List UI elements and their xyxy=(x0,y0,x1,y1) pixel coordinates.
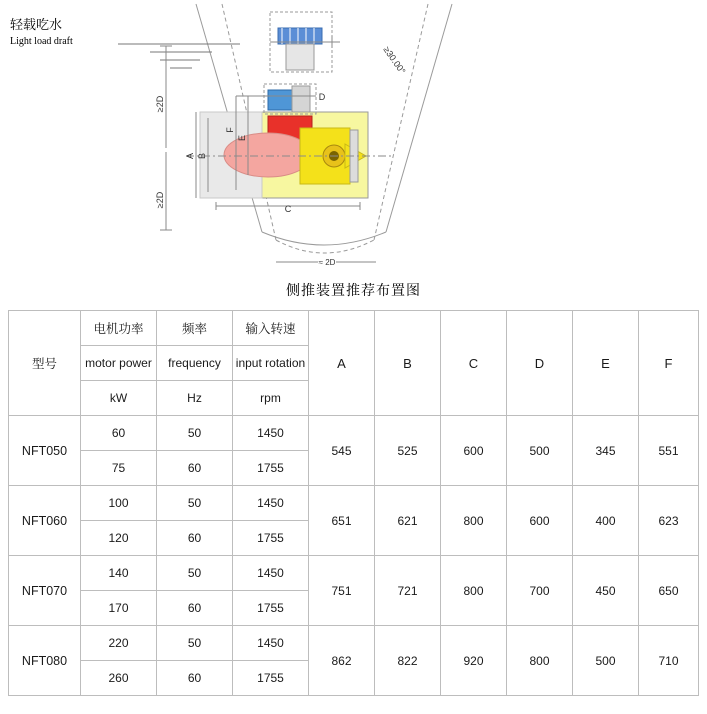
annotation-dim-c: C xyxy=(284,204,292,214)
cell-dim-a: 651 xyxy=(309,486,375,556)
table-row xyxy=(9,416,699,451)
header-dim-a: A xyxy=(309,311,375,416)
cell-dim-c: 800 xyxy=(441,486,507,556)
thruster-main-assembly xyxy=(186,84,392,198)
annotation-bottom-dim: ≈ 2D xyxy=(318,258,336,267)
annotation-dim-d: D xyxy=(318,92,326,102)
hull-bottom-inner xyxy=(276,240,374,253)
cell-rpm: 1755 xyxy=(233,661,309,696)
thruster-arrangement-diagram xyxy=(0,0,707,310)
cell-dim-c: 800 xyxy=(441,556,507,626)
header-dim-d: D xyxy=(507,311,573,416)
cell-rpm: 1755 xyxy=(233,591,309,626)
cell-dim-e: 500 xyxy=(573,626,639,696)
specification-table-wrap xyxy=(0,310,707,696)
header-power-unit: kW xyxy=(81,381,157,416)
cell-frequency: 60 xyxy=(157,661,233,696)
cell-power: 170 xyxy=(81,591,157,626)
table-row xyxy=(9,486,699,521)
cell-frequency: 60 xyxy=(157,521,233,556)
cell-model: NFT050 xyxy=(9,416,81,486)
cell-dim-c: 920 xyxy=(441,626,507,696)
cell-power: 120 xyxy=(81,521,157,556)
annotation-dim-e: E xyxy=(237,134,247,142)
cell-dim-a: 751 xyxy=(309,556,375,626)
cell-rpm: 1755 xyxy=(233,451,309,486)
cell-frequency: 60 xyxy=(157,591,233,626)
cell-dim-f: 710 xyxy=(639,626,699,696)
cell-model: NFT080 xyxy=(9,626,81,696)
cell-model: NFT060 xyxy=(9,486,81,556)
cell-frequency: 60 xyxy=(157,451,233,486)
annotation-depth-lower: ≥2D xyxy=(155,191,165,209)
annotation-dim-b: B xyxy=(197,152,207,160)
diagram-svg xyxy=(0,0,707,280)
cell-power: 260 xyxy=(81,661,157,696)
light-load-draft-label-en: Light load draft xyxy=(10,36,73,47)
annotation-depth-upper: ≥2D xyxy=(155,95,165,113)
cell-dim-f: 650 xyxy=(639,556,699,626)
cell-dim-f: 623 xyxy=(639,486,699,556)
cell-frequency: 50 xyxy=(157,626,233,661)
cell-dim-d: 800 xyxy=(507,626,573,696)
cell-dim-e: 400 xyxy=(573,486,639,556)
cell-dim-d: 500 xyxy=(507,416,573,486)
cell-power: 220 xyxy=(81,626,157,661)
header-rpm-cn: 输入转速 xyxy=(233,311,309,346)
header-power-cn: 电机功率 xyxy=(81,311,157,346)
cell-dim-e: 345 xyxy=(573,416,639,486)
header-power-en: motor power xyxy=(81,346,157,381)
cell-dim-e: 450 xyxy=(573,556,639,626)
hull-right-line xyxy=(386,4,452,232)
cell-rpm: 1450 xyxy=(233,486,309,521)
cell-power: 100 xyxy=(81,486,157,521)
cell-dim-c: 600 xyxy=(441,416,507,486)
table-row xyxy=(9,626,699,661)
specification-table xyxy=(8,310,699,696)
cell-power: 75 xyxy=(81,451,157,486)
cell-rpm: 1450 xyxy=(233,416,309,451)
cell-rpm: 1450 xyxy=(233,556,309,591)
header-rpm-en: input rotation xyxy=(233,346,309,381)
annotation-dim-a: A xyxy=(185,152,195,160)
hull-right-inner xyxy=(374,4,428,240)
annotation-angle: ≥30.00° xyxy=(381,44,408,76)
cell-rpm: 1450 xyxy=(233,626,309,661)
header-frequency-unit: Hz xyxy=(157,381,233,416)
header-dim-e: E xyxy=(573,311,639,416)
header-frequency-en: frequency xyxy=(157,346,233,381)
cell-dim-d: 600 xyxy=(507,486,573,556)
cell-model: NFT070 xyxy=(9,556,81,626)
header-dim-b: B xyxy=(375,311,441,416)
cell-dim-b: 621 xyxy=(375,486,441,556)
header-dim-f: F xyxy=(639,311,699,416)
table-row xyxy=(9,556,699,591)
cell-frequency: 50 xyxy=(157,416,233,451)
hull-bottom-line xyxy=(262,232,386,245)
cell-dim-f: 551 xyxy=(639,416,699,486)
diagram-caption: 侧推装置推荐布置图 xyxy=(286,283,421,299)
cell-dim-b: 822 xyxy=(375,626,441,696)
annotation-dim-f: F xyxy=(225,127,235,133)
cell-dim-a: 545 xyxy=(309,416,375,486)
header-rpm-unit: rpm xyxy=(233,381,309,416)
cell-power: 140 xyxy=(81,556,157,591)
cell-dim-b: 721 xyxy=(375,556,441,626)
header-dim-c: C xyxy=(441,311,507,416)
light-load-draft-label-cn: 轻载吃水 xyxy=(10,18,63,33)
cell-power: 60 xyxy=(81,416,157,451)
header-model: 型号 xyxy=(9,311,81,416)
cell-dim-a: 862 xyxy=(309,626,375,696)
cell-rpm: 1755 xyxy=(233,521,309,556)
cell-dim-d: 700 xyxy=(507,556,573,626)
cell-dim-b: 525 xyxy=(375,416,441,486)
cell-frequency: 50 xyxy=(157,486,233,521)
header-frequency-cn: 频率 xyxy=(157,311,233,346)
table-header-row-cn xyxy=(9,311,699,346)
waterline-group xyxy=(118,44,240,68)
cell-frequency: 50 xyxy=(157,556,233,591)
upper-motor-assembly xyxy=(270,12,340,72)
